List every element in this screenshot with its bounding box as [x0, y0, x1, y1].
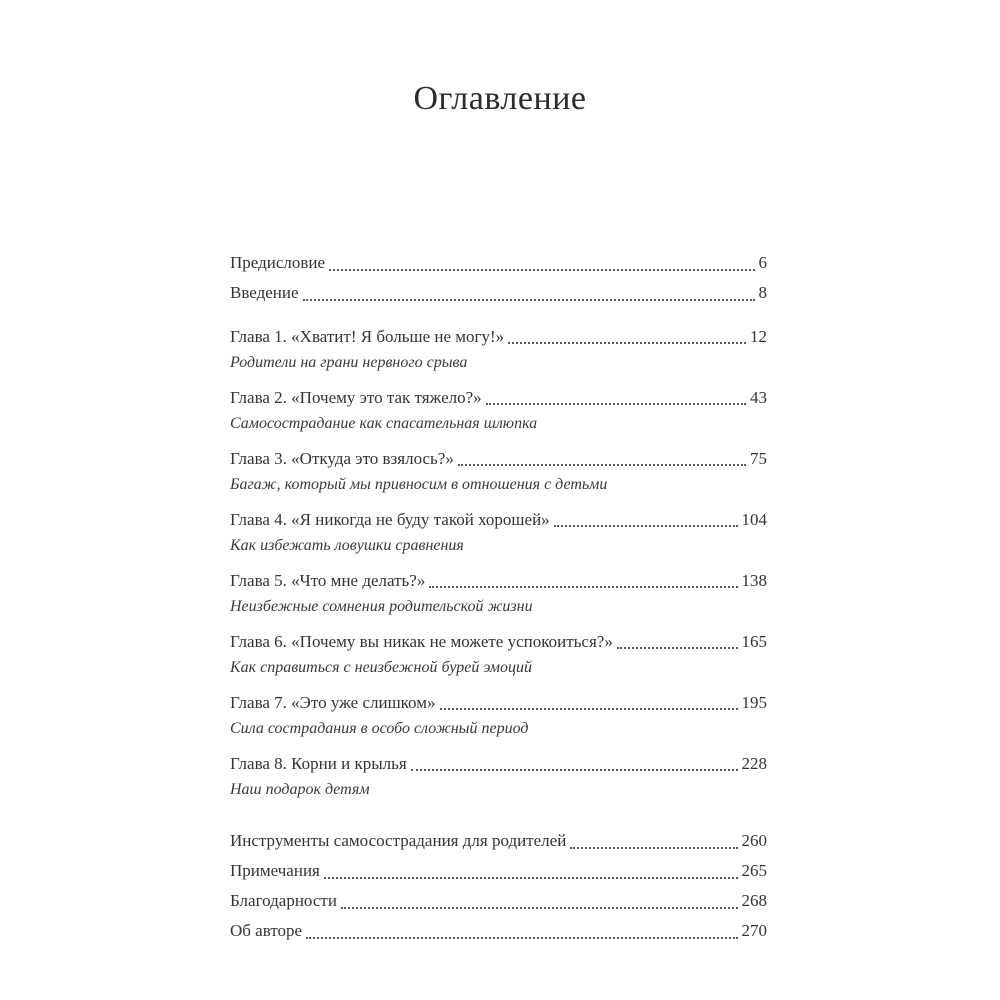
dot-leader [306, 937, 737, 939]
toc-entry-label: Глава 8. Корни и крылья [230, 754, 407, 773]
toc-entry-page: 12 [750, 327, 767, 346]
toc-entry-label: Глава 1. «Хватит! Я больше не могу!» [230, 327, 505, 346]
toc-entry-page: 8 [758, 283, 767, 302]
toc-entry [230, 856, 767, 886]
toc-entry-row [230, 248, 767, 278]
toc-entry-label: Об авторе [230, 921, 303, 940]
toc-entry-subtitle: Наш подарок детям [230, 781, 370, 798]
toc-entry-page: 138 [741, 571, 767, 590]
toc-entry-subtitle: Багаж, который мы привносим в отношения с детьми [230, 476, 608, 493]
toc-entry [230, 628, 767, 680]
dot-leader [570, 847, 737, 849]
toc-entry [230, 567, 767, 619]
toc-entry [230, 689, 767, 741]
toc-entry-page: 104 [741, 510, 767, 529]
table-of-contents [230, 248, 767, 946]
toc-entry-row [230, 384, 767, 412]
toc-entry-page: 268 [741, 891, 767, 910]
toc-entry [230, 323, 767, 375]
toc-entry-subtitle: Сила сострадания в особо сложный период [230, 720, 529, 737]
toc-entry-label: Благодарности [230, 891, 337, 910]
toc-entry-label: Введение [230, 283, 299, 302]
toc-entry-row [230, 567, 767, 595]
toc-entry-label: Предисловие [230, 253, 326, 272]
toc-entry-page: 75 [750, 449, 767, 468]
dot-leader [440, 708, 738, 710]
dot-leader [324, 877, 738, 879]
toc-entry-label: Глава 7. «Это уже слишком» [230, 693, 436, 712]
toc-entry-label: Глава 6. «Почему вы никак не можете успокоиться?» [230, 632, 613, 651]
toc-back-matter [230, 826, 767, 946]
toc-entry-page: 270 [741, 921, 767, 940]
toc-entry [230, 916, 767, 946]
toc-entry-subtitle: Самосострадание как спасательная шлюпка [230, 415, 538, 432]
toc-entry-row [230, 278, 767, 308]
toc-entry-subtitle: Родители на грани нервного срыва [230, 354, 468, 371]
dot-leader [429, 586, 737, 588]
toc-entry [230, 750, 767, 802]
toc-entry-row [230, 886, 767, 916]
dot-leader [508, 342, 746, 344]
toc-entry-page: 265 [741, 861, 767, 880]
toc-entry-label: Глава 2. «Почему это так тяжело?» [230, 388, 482, 407]
toc-entry-row [230, 826, 767, 856]
toc-entry-row [230, 628, 767, 656]
toc-entry [230, 384, 767, 436]
toc-entry-page: 260 [741, 831, 767, 850]
toc-entry [230, 278, 767, 308]
toc-entry-label: Инструменты самосострадания для родителей [230, 831, 567, 850]
toc-entry-row [230, 445, 767, 473]
dot-leader [486, 403, 746, 405]
toc-entry-row [230, 689, 767, 717]
dot-leader [303, 299, 755, 301]
toc-entry-row [230, 506, 767, 534]
dot-leader [411, 769, 738, 771]
dot-leader [554, 525, 738, 527]
toc-entry-row [230, 916, 767, 946]
toc-entry-page: 228 [741, 754, 767, 773]
toc-entry-label: Глава 4. «Я никогда не буду такой хорошей» [230, 510, 550, 529]
dot-leader [329, 269, 754, 271]
toc-entry-subtitle: Неизбежные сомнения родительской жизни [230, 598, 533, 615]
toc-entry [230, 886, 767, 916]
toc-entry-page: 6 [758, 253, 767, 272]
toc-entry [230, 445, 767, 497]
toc-entry-subtitle: Как избежать ловушки сравнения [230, 537, 464, 554]
toc-entry-page: 43 [750, 388, 767, 407]
dot-leader [458, 464, 746, 466]
toc-entry [230, 248, 767, 278]
toc-entry-page: 165 [741, 632, 767, 651]
toc-entry-label: Глава 5. «Что мне делать?» [230, 571, 426, 590]
dot-leader [617, 647, 738, 649]
toc-entry-page: 195 [741, 693, 767, 712]
toc-entry-row [230, 323, 767, 351]
toc-entry [230, 506, 767, 558]
toc-front-matter [230, 248, 767, 308]
dot-leader [341, 907, 738, 909]
page-title: Оглавление [413, 80, 587, 117]
toc-entry-label: Глава 3. «Откуда это взялось?» [230, 449, 454, 468]
toc-chapters [230, 323, 767, 802]
toc-entry-row [230, 750, 767, 778]
toc-entry-row [230, 856, 767, 886]
toc-entry-subtitle: Как справиться с неизбежной бурей эмоций [230, 659, 532, 676]
toc-entry [230, 826, 767, 856]
toc-entry-label: Примечания [230, 861, 320, 880]
